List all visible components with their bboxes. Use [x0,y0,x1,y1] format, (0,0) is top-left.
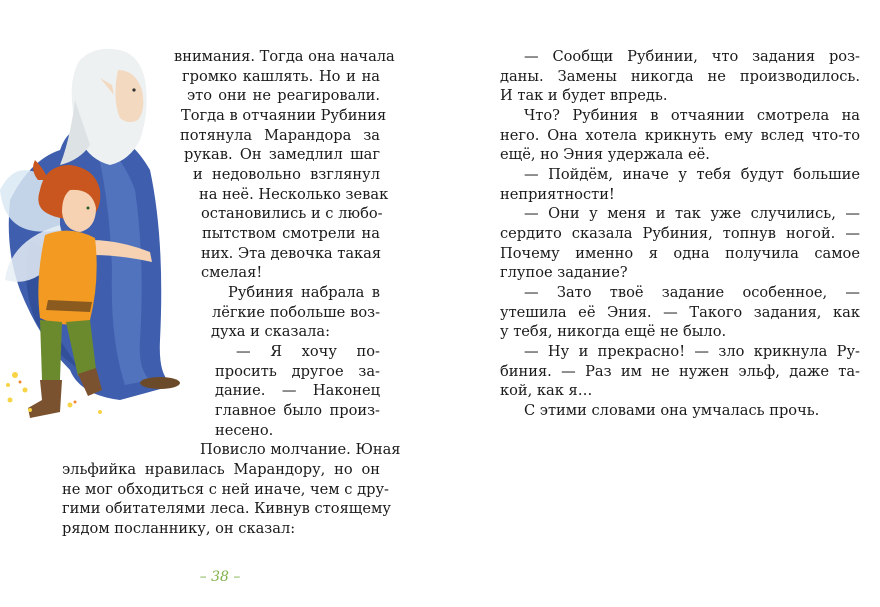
text-line: несено. [215,422,274,439]
text-line: кой, как я… [500,382,593,399]
text-line: Почему именно я одна получила самое [500,245,860,262]
text-line: него. Она хотела крикнуть ему вслед что-то [500,127,860,144]
text-line: гими обитателями леса. Кивнув стоящему [62,500,391,517]
page-number: – 38 – [199,569,241,585]
text-line: на неё. Несколько зевак [199,186,389,203]
text-line: даны. Замены никогда не производилось. [500,68,860,85]
text-line: остановились и с любо- [201,205,383,222]
text-line: Что? Рубиния в отчаянии смотрела на [524,107,860,124]
text-line: духа и сказала: [211,323,331,340]
text-line: Рубиния набрала в [228,284,380,301]
text-line: биния. — Раз им не нужен эльф, даже та- [500,363,860,380]
text-line: эльфийка нравилась Марандору, но он [62,461,380,478]
text-line: смелая! [201,264,263,281]
elf-and-fairy-illustration [0,40,185,440]
text-line: дание. — Наконец [215,382,380,399]
text-line: громко кашлять. Но и на [182,68,380,85]
text-line: сердито сказала Рубиния, топнув ногой. — [500,225,860,242]
text-line: и недовольно взглянул [193,166,380,183]
text-line: — Зато твоё задание особенное, — [524,284,860,301]
text-line: у тебя, никогда ещё не было. [500,323,727,340]
text-line: — Сообщи Рубинии, что задания роз- [524,48,860,65]
text-line: — Пойдём, иначе у тебя будут большие [524,166,860,183]
text-line: неприятности! [500,186,615,203]
text-line: И так и будет впредь. [500,87,668,104]
right-page [440,0,880,607]
text-line: глупое задание? [500,264,628,281]
text-line: это они не реагировали. [187,87,380,104]
text-line: потянула Марандора за [180,127,380,144]
text-line: просить другое за- [215,363,380,380]
text-line: лёгкие побольше воз- [212,304,380,321]
text-line: рядом посланнику, он сказал: [62,520,296,537]
text-line: — Я хочу по- [236,343,380,360]
text-line: С этими словами она умчалась прочь. [524,402,820,419]
text-line: Тогда в отчаянии Рубиния [181,107,387,124]
text-line: главное было произ- [215,402,380,419]
text-line: ещё, но Эния удержала её. [500,146,710,163]
text-line: них. Эта девочка такая [201,245,382,262]
text-line: не мог обходиться с ней иначе, чем с дру- [62,481,389,498]
text-line: рукав. Он замедлил шаг [184,146,380,163]
text-line: Повисло молчание. Юная [200,441,401,458]
text-line: пытством смотрели на [202,225,380,242]
text-line: — Они у меня и так уже случились, — [524,205,860,222]
text-line: — Ну и прекрасно! — зло крикнула Ру- [524,343,860,360]
text-line: утешила её Эния. — Такого задания, как [500,304,860,321]
text-line: внимания. Тогда она начала [174,48,395,65]
